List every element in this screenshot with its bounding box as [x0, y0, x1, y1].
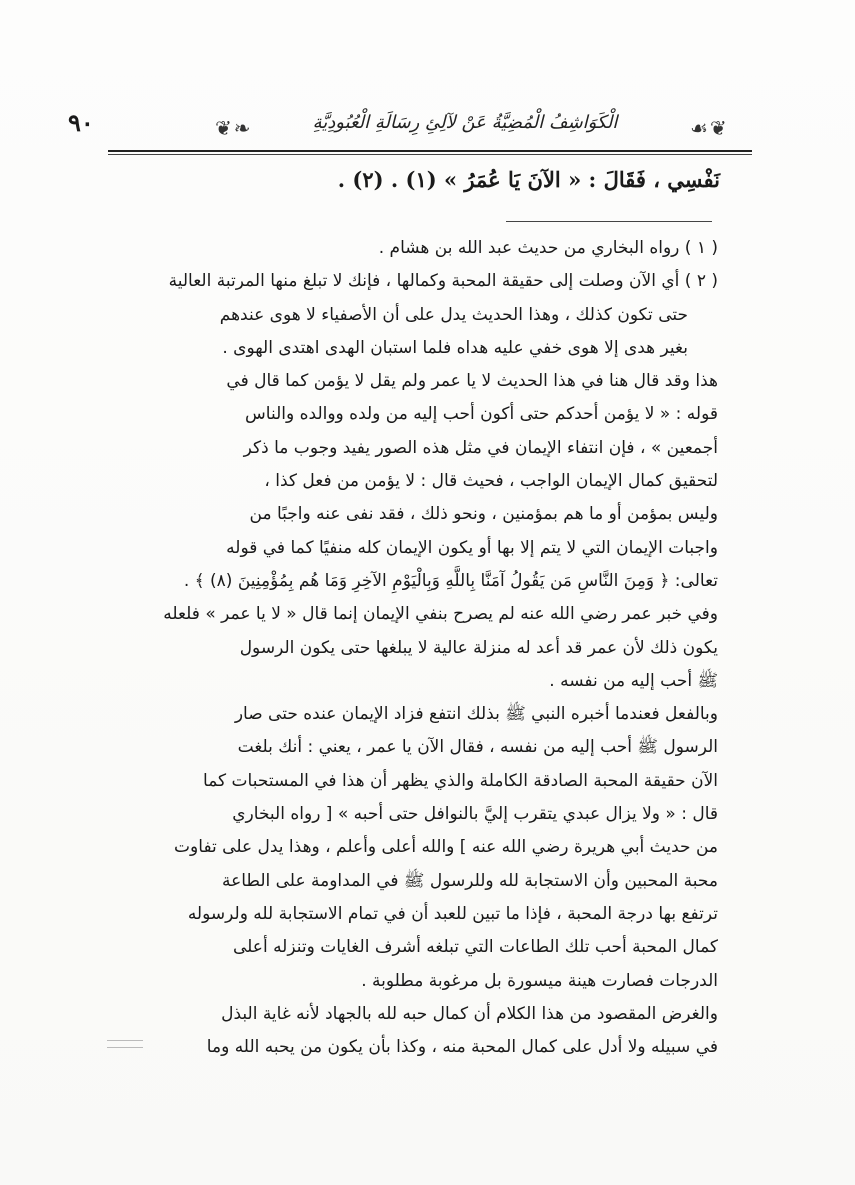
footnote-line: ( ١ ) رواه البخاري من حديث عبد الله بن هشام . [378, 238, 718, 258]
footnote-line: كمال المحبة أحب تلك الطاعات التي تبلغه أشرف الغايات وتنزله أعلى [233, 937, 718, 958]
header-rule-thin [108, 154, 752, 155]
ornament-right-icon: ☙❦ [690, 116, 729, 140]
ornament-left-icon: ❦❧ [215, 116, 253, 140]
footnote-line: هذا وقد قال هنا في هذا الحديث لا يا عمر ولم يقل لا يؤمن كما قال في [226, 371, 718, 392]
footnotes-body [110, 232, 718, 1064]
header-rule [108, 150, 752, 152]
footnote-line: قال : « ولا يزال عبدي يتقرب إليَّ بالنوافل حتى أحبه » [ رواه البخاري [232, 804, 718, 825]
footnote-separator [506, 221, 712, 222]
footnote-line: تعالى: ﴿ وَمِنَ النَّاسِ مَن يَقُولُ آمَنَّا بِاللَّهِ وَبِالْيَوْمِ الآخِرِ وَمَا هُم بِمُؤْمِنِينَ (٨) ﴾ . [183, 570, 718, 591]
footnote-line: بغير هدى إلا هوى خفي عليه هداه فلما استبان الهدى اهتدى الهوى . [222, 337, 688, 358]
footnote-line: ( ٢ ) أي الآن وصلت إلى حقيقة المحبة وكمالها ، فإنك لا تبلغ منها المرتبة العالية [168, 271, 718, 292]
footnote-line: ترتفع بها درجة المحبة ، فإذا ما تبين للعبد أن في تمام الاستجابة لله ولرسوله [187, 903, 718, 924]
footnote-line: محبة المحبين وأن الاستجابة لله وللرسول ﷺ في المداومة على الطاعة [221, 870, 718, 891]
running-title: الْكَوَاشِفُ الْمُضِيَّةُ عَنْ لآلِئِ رِسَالَةِ الْعُبُودِيَّةِ [312, 112, 618, 133]
footnote-line: الدرجات فصارت هينة ميسورة بل مرغوبة مطلوبة . [361, 970, 718, 991]
verse-line: نَفْسِي ، فَقَالَ : « الآنَ يَا عُمَرُ » (١) . (٢) . [337, 167, 720, 192]
footnote-line: يكون ذلك لأن عمر قد أعد له منزلة عالية لا يبلغها حتى يكون الرسول [239, 637, 718, 658]
footnote-line: من حديث أبي هريرة رضي الله عنه ] والله أعلى وأعلم ، وهذا يدل على تفاوت [174, 837, 718, 858]
footnote-line: لتحقيق كمال الإيمان الواجب ، فحيث قال : لا يؤمن من فعل كذا ، [264, 471, 718, 492]
footnote-line: والغرض المقصود من هذا الكلام أن كمال حبه لله بالجهاد لأنه غاية البذل [221, 1003, 718, 1024]
footnote-line: الآن حقيقة المحبة الصادقة الكاملة والذي يظهر أن هذا في المستحبات كما [203, 770, 718, 791]
footnote-line: وليس بمؤمن أو ما هم بمؤمنين ، ونحو ذلك ، فقد نفى عنه واجبًا من [249, 504, 718, 525]
footnote-line: أجمعين » ، فإن انتفاء الإيمان في مثل هذه الصور يفيد وجوب ما ذكر [243, 437, 718, 458]
footnote-line: ﷺ أحب إليه من نفسه . [549, 670, 718, 691]
footnote-line: واجبات الإيمان التي لا يتم إلا بها أو يكون الإيمان كله منفيًا كما في قوله [226, 537, 718, 558]
footnote-line: وبالفعل فعندما أخبره النبي ﷺ بذلك انتفع فزاد الإيمان عنده حتى صار [234, 704, 718, 725]
page-number: ٩٠ [68, 108, 94, 137]
footnote-line: في سبيله ولا أدل على كمال المحبة منه ، وكذا بأن يكون من يحبه الله وما [206, 1037, 718, 1058]
footnote-line: قوله : « لا يؤمن أحدكم حتى أكون أحب إليه من ولده ووالده والناس [245, 404, 718, 425]
margin-mark [107, 1040, 143, 1048]
footnote-line: حتى تكون كذلك ، وهذا الحديث يدل على أن الأصفياء لا هوى عندهم [219, 304, 688, 325]
footnote-line: وفي خبر عمر رضي الله عنه لم يصرح بنفي الإيمان إنما قال « لا يا عمر » فلعله [163, 604, 718, 625]
footnote-line: الرسول ﷺ أحب إليه من نفسه ، فقال الآن يا عمر ، يعني : أنك بلغت [237, 737, 718, 758]
